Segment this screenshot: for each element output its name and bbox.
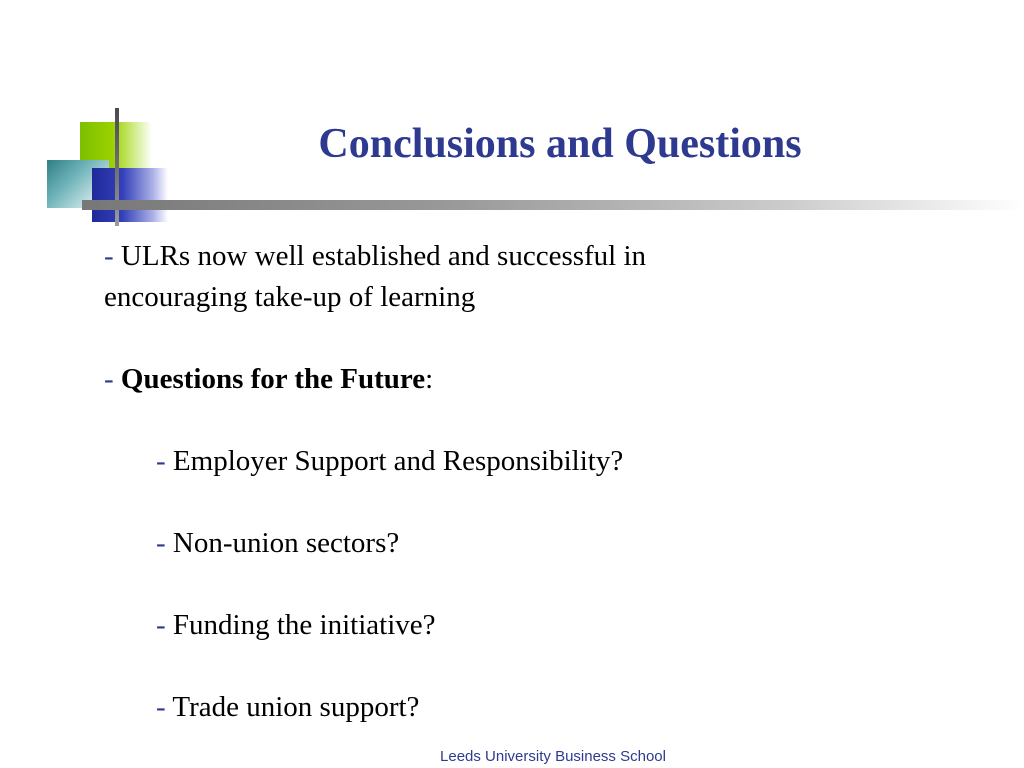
blue-square-decoration — [92, 168, 168, 222]
questions-heading: Questions for the Future — [120, 363, 426, 395]
sub-bullet-non-union — [156, 523, 399, 564]
bullet-dash: - — [156, 691, 166, 723]
sub-bullet-employer — [156, 441, 623, 482]
horizontal-rule — [82, 200, 1024, 210]
sub-bullet-text: Non-union sectors? — [172, 527, 400, 559]
footer-institution: Leeds University Business School — [440, 748, 666, 765]
slide-title: Conclusions and Questions — [318, 121, 802, 167]
bullet-text: encouraging take-up of learning — [104, 281, 476, 313]
bullet-ulrs — [104, 236, 646, 277]
bullet-dash: - — [156, 445, 166, 477]
bullet-dash: - — [104, 363, 114, 395]
sub-bullet-text: Employer Support and Responsibility? — [172, 445, 624, 477]
sub-bullet-text: Funding the initiative? — [172, 609, 436, 641]
bullet-dash: - — [156, 609, 166, 641]
bullet-questions-heading — [104, 359, 433, 400]
bullet-text: ULRs now well established and successful in — [120, 240, 647, 272]
sub-bullet-text: Trade union support? — [172, 691, 420, 723]
bullet-dash: - — [104, 240, 114, 272]
heading-colon: : — [425, 363, 434, 395]
bullet-ulrs-continuation — [104, 277, 475, 318]
bullet-dash: - — [156, 527, 166, 559]
sub-bullet-funding — [156, 605, 436, 646]
sub-bullet-trade-union — [156, 687, 419, 728]
